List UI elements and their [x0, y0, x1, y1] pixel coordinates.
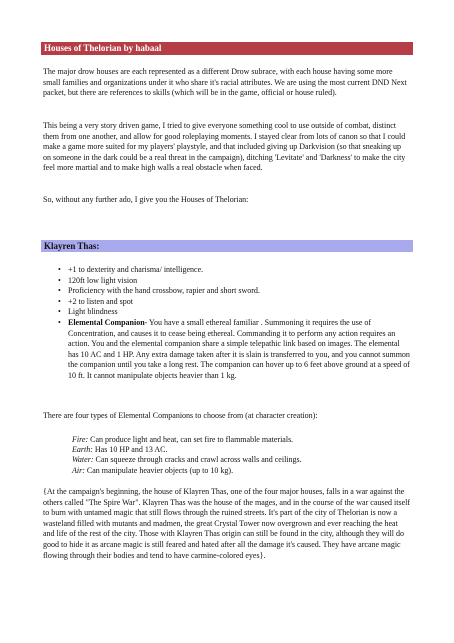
companion-type-air [72, 466, 412, 476]
intro-paragraph-1: The major drow houses are each represented as a different Drow subrace, with each house having some more small families and organizations under it who share it's racial attributes. We are using the most current DND Next packet, but there are references to skills (which will be in the game, official or house ruled). [43, 67, 407, 98]
companion-description: - You have a small ethereal familiar . Summoning it requires the use of Concentration, and causes it to cease being ethereal. Commanding it to perform any action requires an action. You and the elemental companion share a simple telepathic link based on images. The elemental has 10 AC and 1 HP. Any extra damage taken after it is slain is transferred to you, and you cannot summon the companion until you take a long rest. The companion can hover up to 6 feet above ground at a speed of 10 ft. It cannot manipulate objects heavier than 1 kg. [68, 317, 410, 380]
companion-type-water [72, 455, 412, 465]
list-item: • 120ft low light vision [56, 276, 412, 287]
companion-lead: Elemental Companion [68, 317, 145, 327]
companion-types [72, 435, 412, 476]
type-desc: Has 10 HP and 13 AC. [92, 445, 168, 455]
list-item: • +1 to dexterity and charisma/ intelligence. [56, 265, 412, 276]
document-title: Houses of Thelorian by habaal [41, 42, 413, 55]
companion-type-earth [72, 445, 412, 455]
types-intro: There are four types of Elemental Companions to choose from (at character creation): [43, 411, 318, 420]
companion-type-fire [72, 435, 412, 445]
type-name: Fire: [72, 435, 89, 444]
list-item-elemental-companion [56, 318, 412, 382]
list-item: • Light blindness [56, 307, 412, 318]
list-item: • +2 to listen and spot [56, 297, 412, 308]
intro-paragraph-3: So, without any further ado, I give you the Houses of Thelorian: [43, 195, 249, 204]
type-desc: Can manipulate heavier objects (up to 10 kg). [84, 465, 234, 475]
section-heading: Klayren Thas: [41, 240, 413, 252]
lore-paragraph: {At the campaign's beginning, the house of Klayren Thas, one of the four major houses, falls in a war against the others called "The Spire War". Klayren Thas was the house of the mages, and in the course of the war caused itself to burn with untamed magic that still flows through the ruined streets. It's part of the city of Thelorian is now a wasteland filled with mutants and madmen, the great Crystal Tower now overgrown and ever reaching the heat and life of the rest of the city. Those with Klayren Thas origin can still be found in the city, although they will do good to hide it as arcane magic is still feared and hated after all the damage it's caused. They have arcane magic flowing through their bodies and tend to have carmine-colored eyes}. [43, 487, 411, 560]
type-name: Earth: [72, 445, 93, 455]
type-desc: Can produce light and heat, can set fire to flammable materials. [88, 435, 294, 444]
list-item: • Proficiency with the hand crossbow, rapier and short sword. [56, 286, 412, 297]
trait-list [56, 265, 412, 382]
type-desc: Can squeeze through cracks and crawl across walls and ceilings. [93, 455, 302, 465]
type-name: Air: [72, 465, 85, 475]
type-name: Water: [72, 455, 94, 465]
intro-paragraph-2: This being a very story driven game, I tried to give everyone something cool to use outside of combat, distinct them from one another, and allow for good roleplaying moments. I stayed clear from lots of canon so that I could make a game more suited for my players' playstyle, and that included giving up Darkvision (so that sneaking up on someone in the dark could be a real threat in the campaign), ditching 'Levitate' and 'Darkness' to make the city feel more martial and to make high walls a real obstacle when faced. [43, 121, 406, 173]
